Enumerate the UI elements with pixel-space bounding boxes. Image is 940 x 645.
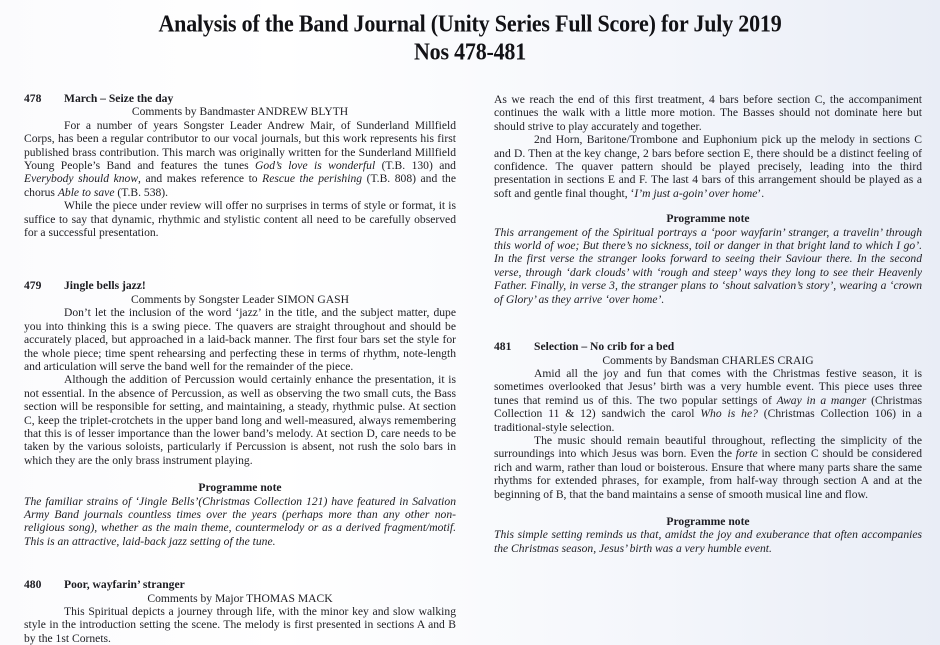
piece-byline: Comments by Major THOMAS MACK: [147, 591, 333, 605]
paragraph: For a number of years Songster Leader Andrew Mair, of Sunderland Millfield Corps, has been a regular contributor to our vocal journals, but this work represents his first published brass contribution. This march was originally written for the Sunderland Millfield Young People’s Band and features the tunes God’s love is wonderful (T.B. 130) and Everybody should know, and makes reference to Rescue the perishing (T.B. 808) and the chorus Able to save (T.B. 538).: [24, 118, 456, 199]
piece-heading: [24, 92, 456, 105]
piece-479: [24, 279, 456, 548]
piece-heading: [24, 279, 456, 292]
piece-byline: Comments by Bandsman CHARLES CRAIG: [602, 353, 814, 367]
piece-480-continued: [494, 93, 922, 306]
piece-number: 481: [494, 340, 512, 354]
piece-number: 479: [24, 279, 42, 293]
piece-title: Poor, wayfarin’ stranger: [64, 578, 185, 592]
piece-title: Selection – No crib for a bed: [534, 340, 675, 354]
programme-note: The familiar strains of ‘Jingle Bells’(Christmas Collection 121) have featured in Salvation Army Band journals countless times over the years (perhaps more than any other non-religious song), whether as the main theme, countermelody or as a derived fragment/motif. This is an attractive, laid-back jazz setting of the tune.: [24, 494, 456, 548]
piece-478: [24, 92, 456, 239]
page-title: [0, 10, 940, 66]
piece-481: [494, 340, 922, 555]
left-column: [24, 92, 456, 645]
piece-heading: [24, 578, 456, 591]
programme-note-heading: Programme note: [198, 481, 282, 495]
paragraph: This Spiritual depicts a journey through life, with the minor key and slow walking style in the introduction setting the scene. The melody is first presented in sections A and B by the 1st Cornets.: [24, 605, 456, 645]
piece-number: 478: [24, 92, 42, 105]
piece-byline: Comments by Songster Leader SIMON GASH: [130, 292, 349, 306]
programme-note: This simple setting reminds us that, amidst the joy and exuberance that often accompanies the Christmas season, Jesus’ birth was a very humble event.: [494, 528, 922, 555]
programme-note-heading: Programme note: [666, 514, 750, 528]
piece-title: March – Seize the day: [64, 92, 174, 105]
paragraph: 2nd Horn, Baritone/Trombone and Euphonium pick up the melody in sections C and D. Then at the key change, 2 bars before section E, there should be a distinct feeling of confidence. The quaver pattern should be played precisely, leading into the third presentation in sections E and F. The last 4 bars of this arrangement should be played as a soft and gentle final thought, ‘I’m just a-goin’ over home’.: [494, 133, 922, 200]
programme-note-heading: Programme note: [666, 212, 750, 226]
piece-heading: [494, 340, 922, 353]
piece-number: 480: [24, 578, 42, 592]
piece-title: Jingle bells jazz!: [64, 279, 146, 293]
paragraph: As we reach the end of this first treatment, 4 bars before section C, the accompaniment continues the walk with a little more motion. The Basses should not dominate here but should strive to play accurately and together.: [494, 93, 922, 133]
paragraph: Although the addition of Percussion would certainly enhance the presentation, it is not essential. In the absence of Percussion, as well as observing the two small cuts, the Bass section will be responsible for setting, and maintaining, a steady, rhythmic pulse. At section C, keep the triplet-crotchets in the upper band long and well-measured, always remembering that this is of lesser importance than the lower band’s melody. At section D, care needs to be taken by the various soloists, particularly if Percussion is absent, not rush the solo bars in which they are the only brass instrument playing.: [24, 373, 456, 467]
right-column: [494, 93, 922, 555]
title-line-1: Analysis of the Band Journal (Unity Series Full Score) for July 2019: [158, 9, 782, 37]
paragraph: Don’t let the inclusion of the word ‘jazz’ in the title, and the subject matter, dupe you into thinking this is a swing piece. The quavers are straight throughout and should be accurately placed, but approached in a laid-back manner. The first four bars set the style for the whole piece; time spent rehearsing and perfecting these in terms of rhythm, note-length and articulation will serve the band well for the remainder of the piece.: [24, 306, 456, 373]
programme-note: This arrangement of the Spiritual portrays a ‘poor wayfarin’ stranger, a travelin’ through this world of woe; But there’s no sickness, toil or danger in that bright land to which I go’. In the first verse the stranger looks forward to seeing their Saviour there. In the second verse, through ‘dark clouds’ with ‘rough and steep’ ways they long to see their Heavenly Father. Finally, in verse 3, the stranger plans to ‘shout salvation’s story’, wearing a ‘crown of Glory’ as they arrive ‘over home’.: [494, 225, 922, 306]
piece-byline: Comments by Bandmaster ANDREW BLYTH: [131, 105, 349, 119]
paragraph: While the piece under review will offer no surprises in terms of style or format, it is suffice to say that dynamic, rhythmic and stylistic content all need to be carefully observed for a successful presentation.: [24, 199, 456, 240]
title-line-2: Nos 478-481: [413, 38, 527, 65]
paragraph: Amid all the joy and fun that comes with the Christmas festive season, it is sometimes overlooked that Jesus’ birth was a very humble event. This piece uses three tunes that remind us of this. The two popular settings of Away in a manger (Christmas Collection 11 & 12) sandwich the carol Who is he? (Christmas Collection 106) in a traditional-style selection.: [494, 366, 922, 434]
paragraph: The music should remain beautiful throughout, reflecting the simplicity of the surroundings into which Jesus was born. Even the forte in section C should be considered rich and warm, rather than loud or boisterous. Ensure that where many parts share the same rhythms for extended phrases, for example, from half-way through section A and at the beginning of B, that the band maintains a sense of smooth musical line and flow.: [494, 433, 922, 501]
